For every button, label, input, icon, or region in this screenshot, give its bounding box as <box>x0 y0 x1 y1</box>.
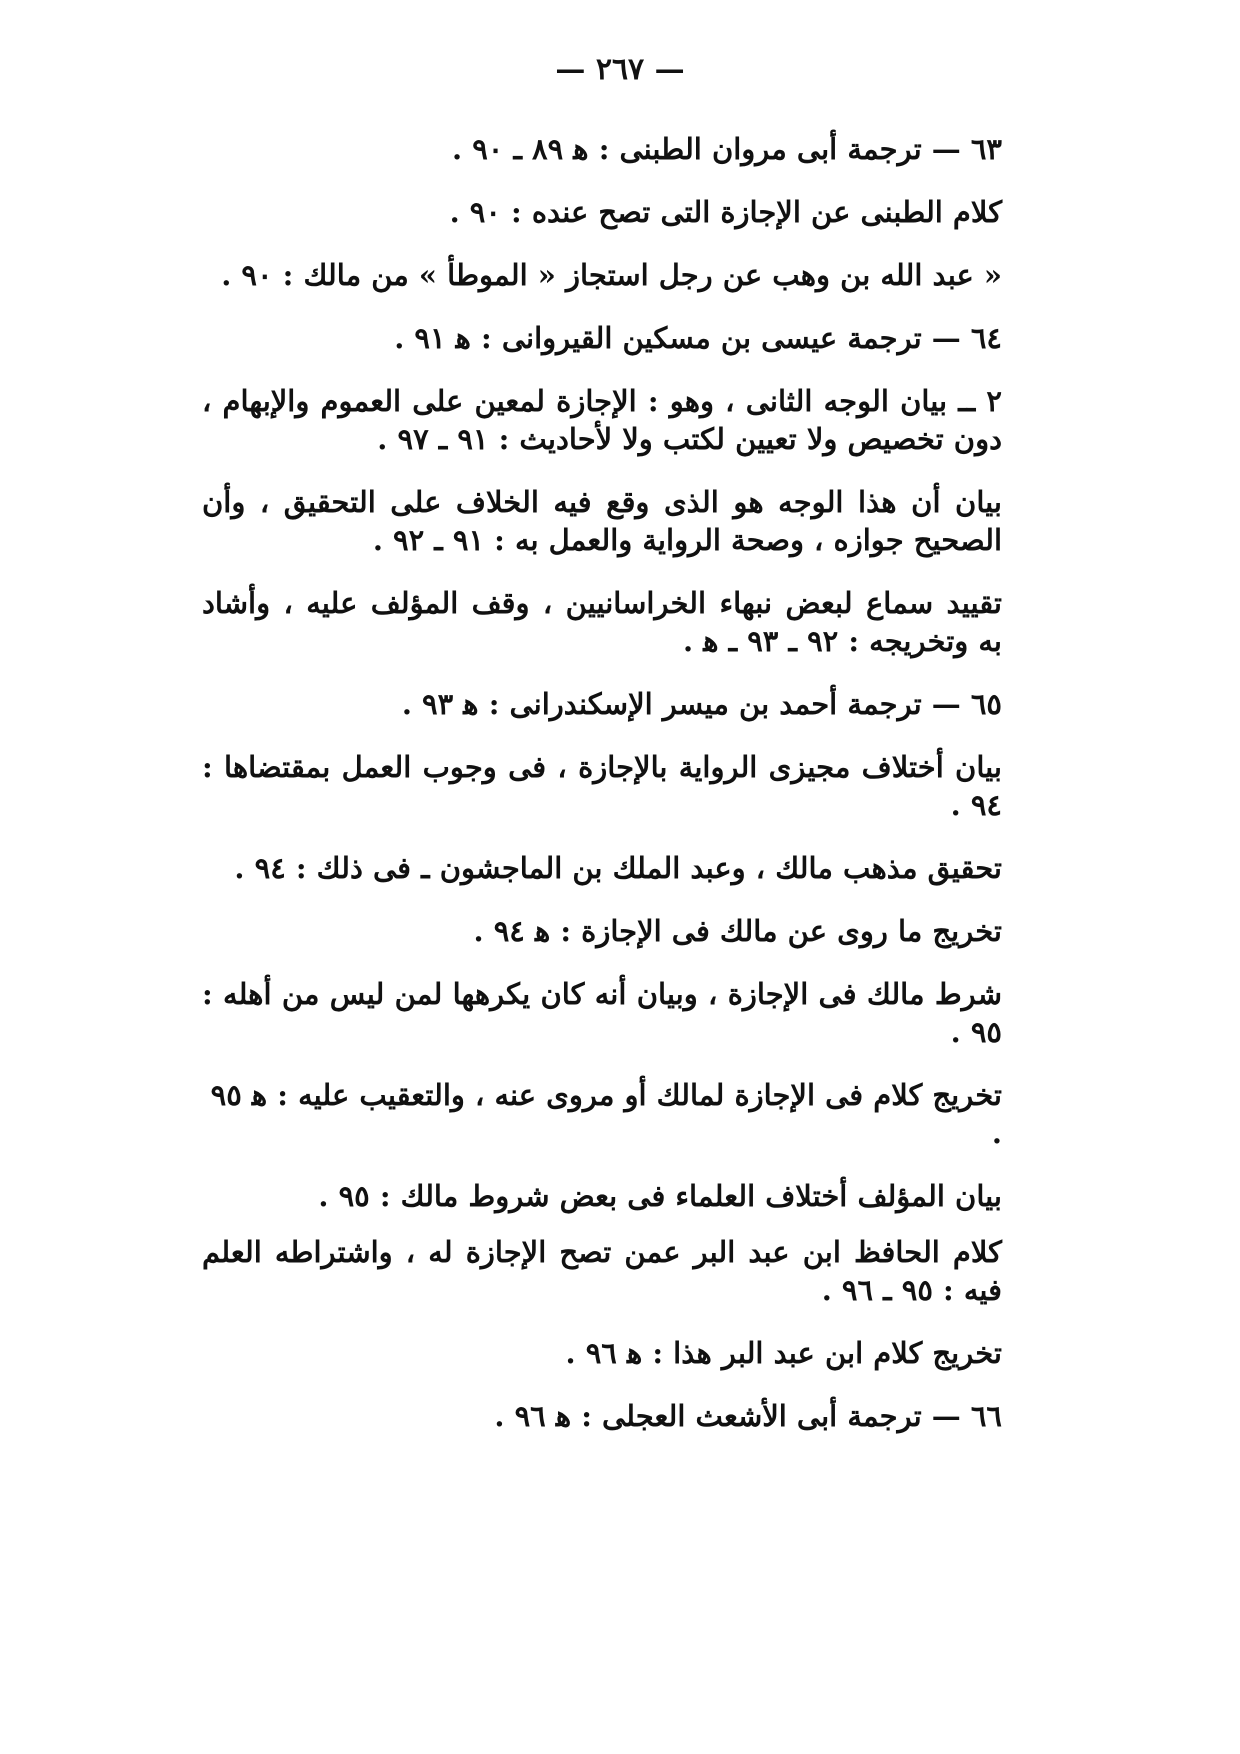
index-subentry: بيان أختلاف مجيزى الرواية بالإجازة ، فى وجوب العمل بمقتضاها : ٩٤ . <box>202 750 1002 822</box>
index-subentry: تخريج كلام فى الإجازة لمالك أو مروى عنه ، والتعقيب عليه : ﻫ ٩٥ . <box>210 1078 1002 1150</box>
index-entry-66: ٦٦ — ترجمة أبى الأشعث العجلى : ﻫ ٩٦ . <box>494 1399 1002 1433</box>
index-subentry: شرط مالك فى الإجازة ، وبيان أنه كان يكرهها لمن ليس من أهله : ٩٥ . <box>202 977 1002 1049</box>
index-entry-65: ٦٥ — ترجمة أحمد بن ميسر الإسكندرانى : ﻫ ٩٣ . <box>401 687 1002 721</box>
index-entries <box>202 130 1002 1460</box>
index-subentry: كلام الطبنى عن الإجازة التى تصح عنده : ٩٠ . <box>449 195 1002 229</box>
index-subentry: « عبد الله بن وهب عن رجل استجاز « الموطأ » من مالك : ٩٠ . <box>221 258 1002 292</box>
index-subentry: تحقيق مذهب مالك ، وعبد الملك بن الماجشون ـ فى ذلك : ٩٤ . <box>234 851 1002 885</box>
index-subentry: تقييد سماع لبعض نبهاء الخراسانيين ، وقف المؤلف عليه ، وأشاد به وتخريجه : ٩٢ ـ ٩٣ ـ ﻫ . <box>202 586 1002 658</box>
index-entry-64: ٦٤ — ترجمة عيسى بن مسكين القيروانى : ﻫ ٩١ . <box>394 321 1002 355</box>
index-entry-63: ٦٣ — ترجمة أبى مروان الطبنى : ﻫ ٨٩ ـ ٩٠ . <box>451 132 1002 166</box>
index-subentry: بيان أن هذا الوجه هو الذى وقع فيه الخلاف على التحقيق ، وأن الصحيح جوازه ، وصحة الرواية والعمل به : ٩١ ـ ٩٢ . <box>202 485 1002 557</box>
index-subentry: تخريج كلام ابن عبد البر هذا : ﻫ ٩٦ . <box>565 1336 1002 1370</box>
index-subentry: بيان المؤلف أختلاف العلماء فى بعض شروط مالك : ٩٥ . <box>318 1179 1002 1213</box>
index-subentry: تخريج ما روى عن مالك فى الإجازة : ﻫ ٩٤ . <box>473 914 1002 948</box>
index-entry-section-2: ٢ ــ بيان الوجه الثانى ، وهو : الإجازة لمعين على العموم والإبهام ، دون تخصيص ولا تعيين لكتب ولا لأحاديث : ٩١ ـ ٩٧ . <box>202 384 1002 456</box>
page-number: — ٢٦٧ — <box>555 52 685 87</box>
index-subentry: كلام الحافظ ابن عبد البر عمن تصح الإجازة له ، واشتراطه العلم فيه : ٩٥ ـ ٩٦ . <box>202 1235 1002 1307</box>
